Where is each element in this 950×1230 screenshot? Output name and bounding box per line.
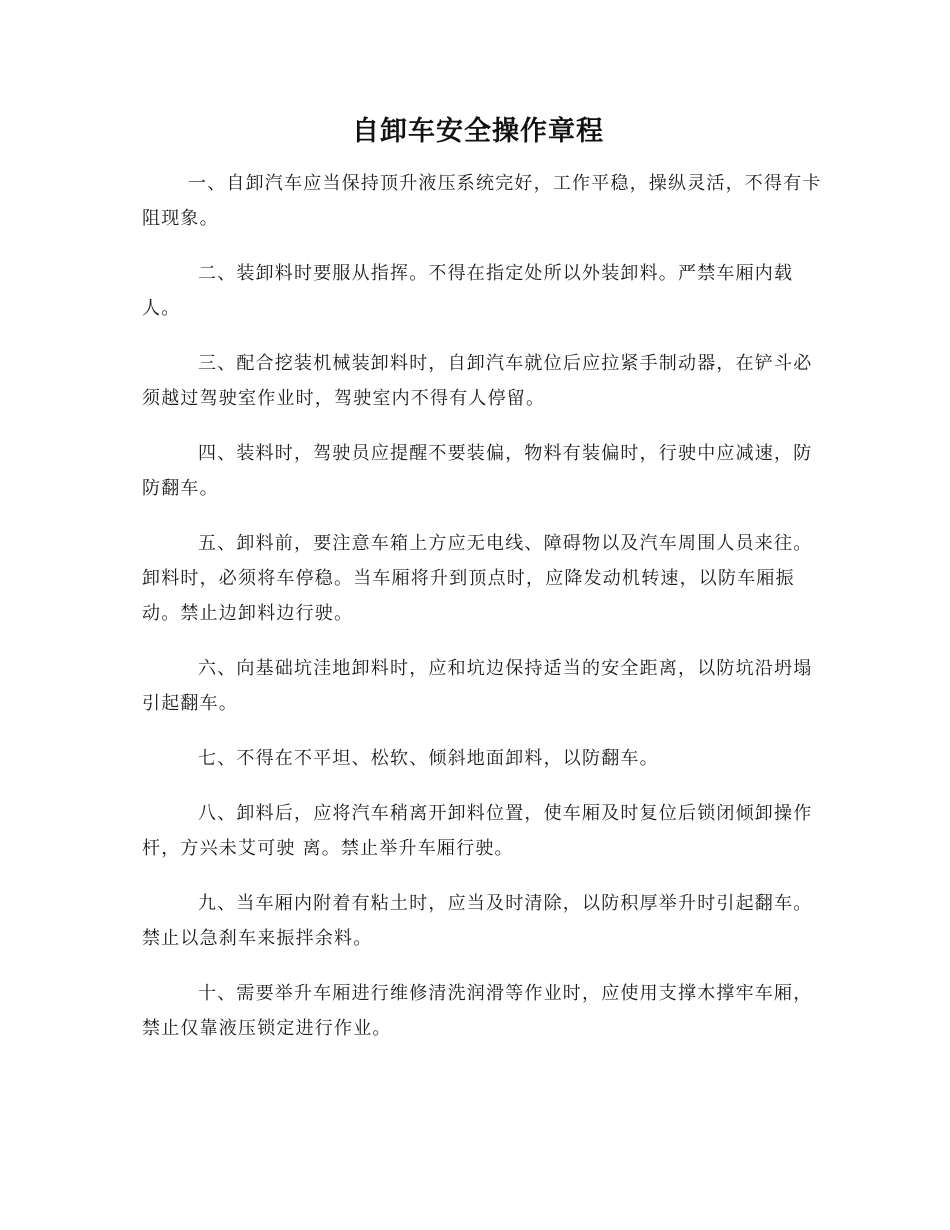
paragraph-9: 九、当车厢内附着有粘土时，应当及时清除，以防积厚举升时引起翻车。禁止以急刹车来振拌余料。 (142, 893, 813, 949)
paragraph-2: 二、装卸料时要服从指挥。不得在指定处所以外装卸料。严禁车厢内载人。 (142, 263, 794, 319)
paragraph-8: 八、卸料后，应将汽车稍离开卸料位置，使车厢及时复位后锁闭倾卸操作杆，方兴未艾可驶 离。禁止举升车厢行驶。 (142, 803, 813, 859)
document-body (142, 166, 822, 1046)
paragraph-6: 六、向基础坑洼地卸料时，应和坑边保持适当的安全距离，以防坑沿坍塌引起翻车。 (142, 658, 813, 714)
paragraph-4: 四、装料时，驾驶员应提醒不要装偏，物料有装偏时，行驶中应减速，防防翻车。 (142, 443, 813, 499)
document-title: 自卸车安全操作章程 (352, 116, 604, 147)
paragraph-10: 十、需要举升车厢进行维修清洗润滑等作业时，应使用支撑木撑牢车厢，禁止仅靠液压锁定进行作业。 (142, 983, 813, 1039)
paragraph-7: 七、不得在不平坦、松软、倾斜地面卸料，以防翻车。 (198, 748, 659, 769)
paragraph-3: 三、配合挖装机械装卸料时，自卸汽车就位后应拉紧手制动器，在铲斗必须越过驾驶室作业时，驾驶室内不得有人停留。 (142, 353, 813, 409)
paragraph-5: 五、卸料前，要注意车箱上方应无电线、障碍物以及汽车周围人员来往。卸料时，必须将车停稳。当车厢将升到顶点时，应降发动机转速，以防车厢振动。禁止边卸料边行驶。 (142, 533, 813, 624)
paragraph-1: 一、自卸汽车应当保持顶升液压系统完好，工作平稳，操纵灵活，不得有卡阻现象。 (142, 173, 822, 229)
